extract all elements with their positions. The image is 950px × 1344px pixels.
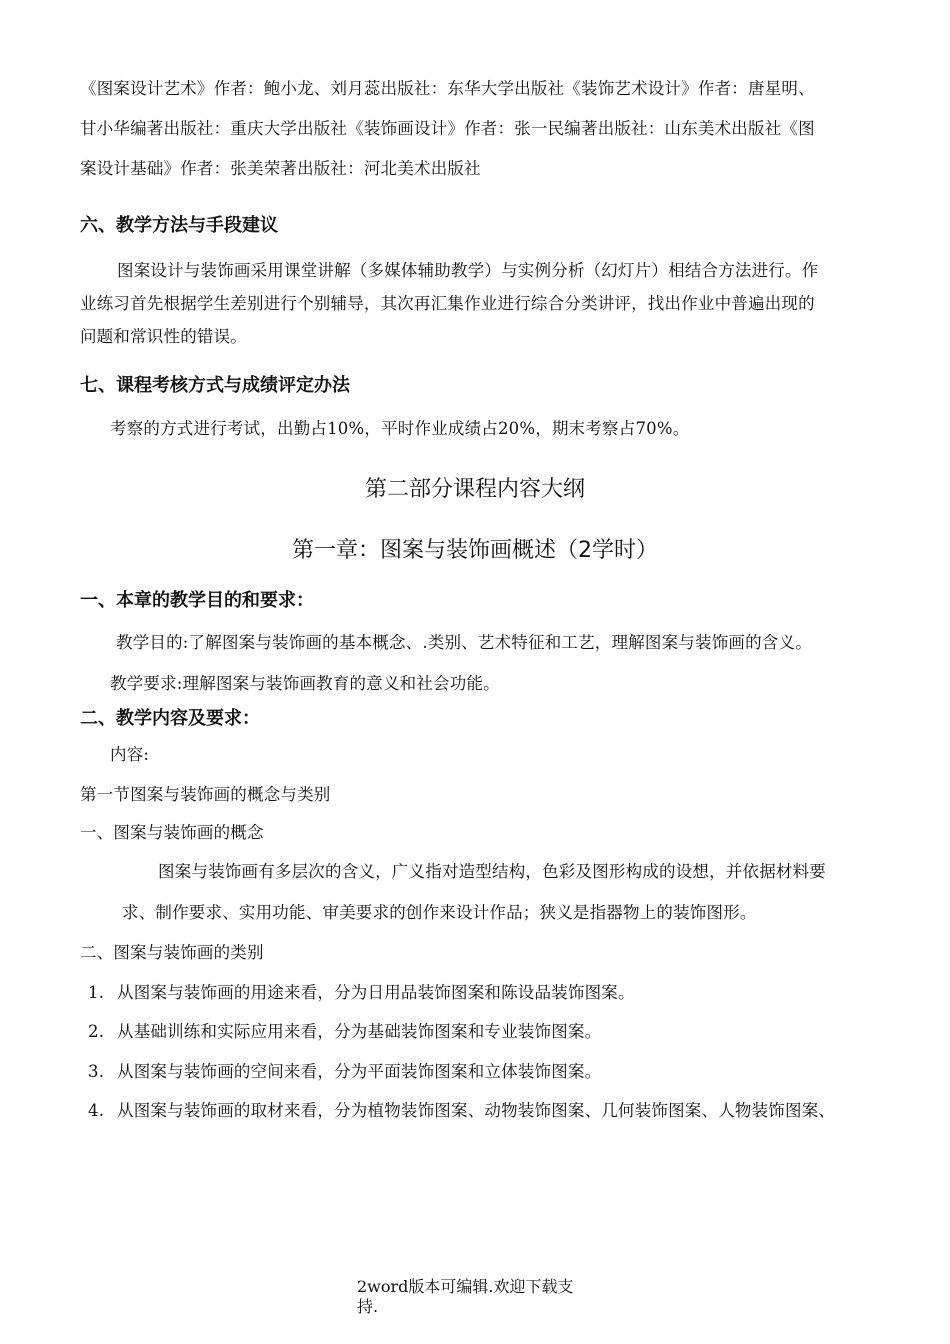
list-item — [88, 1022, 601, 1042]
paragraph-line: 求、制作要求、实用功能、审美要求的创作来设计作品；狭义是指器物上的装饰图形。 — [122, 903, 757, 922]
section-heading: 二、教学内容及要求： — [80, 708, 260, 729]
list-item — [88, 983, 635, 1003]
paragraph-line: 内容: — [110, 745, 150, 764]
reference-line: 《图案设计艺术》作者：鲍小龙、刘月蕊出版社：东华大学出版社《装饰艺术设计》作者：唐星明、 — [80, 79, 815, 98]
chapter-title: 第一章：图案与装饰画概述（2学时） — [292, 538, 658, 563]
list-item-text: 从基础训练和实际应用来看，分为基础装饰图案和专业装饰图案。 — [117, 1022, 602, 1041]
list-item-number: 1. — [88, 983, 105, 1002]
reference-line: 案设计基础》作者：张美荣著出版社：河北美术出版社 — [80, 159, 481, 178]
list-item-text: 从图案与装饰画的取材来看，分为植物装饰图案、动物装饰图案、几何装饰图案、人物装饰图案、 — [117, 1101, 836, 1120]
paragraph-line: 问题和常识性的错误。 — [80, 327, 247, 346]
list-item-number: 4. — [88, 1101, 105, 1120]
list-item-number: 2. — [88, 1022, 105, 1041]
section-heading: 七、课程考核方式与成绩评定办法 — [80, 375, 350, 396]
section-heading: 一、本章的教学目的和要求： — [80, 590, 314, 611]
paragraph-line: 二、图案与装饰画的类别 — [80, 943, 264, 962]
list-item — [88, 1101, 835, 1121]
paragraph-line: 一、图案与装饰画的概念 — [80, 823, 264, 842]
list-item-text: 从图案与装饰画的空间来看，分为平面装饰图案和立体装饰图案。 — [117, 1062, 602, 1081]
list-item-number: 3. — [88, 1062, 105, 1081]
footer-text: 2word版本可编辑.欢迎下载支 — [357, 1277, 574, 1296]
reference-line: 甘小华编著出版社：重庆大学出版社《装饰画设计》作者：张一民编著出版社：山东美术出版社《图 — [80, 119, 815, 138]
paragraph-line: 教学要求:理解图案与装饰画教育的意义和社会功能。 — [110, 674, 500, 693]
footer-text: 持. — [357, 1297, 379, 1316]
list-item-text: 从图案与装饰画的用途来看，分为日用品装饰图案和陈设品装饰图案。 — [117, 983, 635, 1002]
paragraph-line: 图案与装饰画有多层次的含义，广义指对造型结构，色彩及图形构成的设想，并依据材料要 — [158, 862, 826, 881]
section-heading: 六、教学方法与手段建议 — [80, 215, 278, 236]
paragraph-line: 第一节图案与装饰画的概念与类别 — [80, 785, 331, 804]
paragraph-line: 业练习首先根据学生差别进行个别辅导，其次再汇集作业进行综合分类讲评，找出作业中普遍出现的 — [80, 294, 815, 313]
paragraph-line: 考察的方式进行考试，出勤占10%，平时作业成绩占20%，期末考察占70%。 — [110, 419, 690, 438]
list-item — [88, 1062, 601, 1082]
paragraph-line: 图案设计与装饰画采用课堂讲解（多媒体辅助教学）与实例分析（幻灯片）相结合方法进行。作 — [117, 261, 819, 280]
paragraph-line: 教学目的:了解图案与装饰画的基本概念、.类别、艺术特征和工艺，理解图案与装饰画的含义。 — [116, 633, 812, 652]
part-title: 第二部分课程内容大纲 — [364, 477, 585, 502]
